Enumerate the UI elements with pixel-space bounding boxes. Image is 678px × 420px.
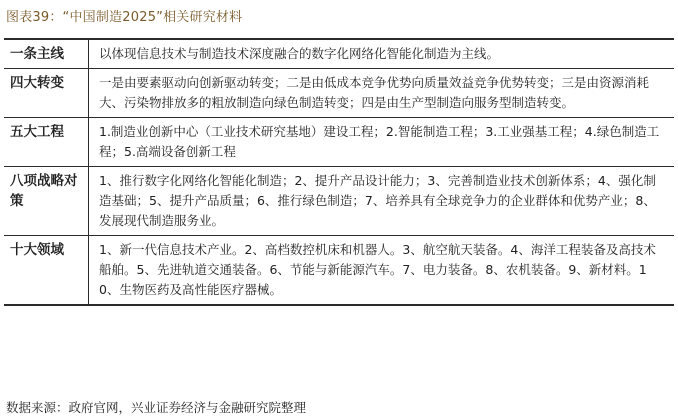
row-value: 以体现信息技术与制造技术深度融合的数字化网络化智能化制造为主线。 — [89, 40, 675, 69]
row-key: 五大工程 — [4, 118, 89, 167]
research-table — [4, 38, 674, 306]
row-key: 四大转变 — [4, 69, 89, 118]
table-row — [4, 236, 674, 305]
research-table-grid — [4, 40, 674, 304]
figure-title: 图表39：“中国制造2025”相关研究材料 — [6, 10, 243, 25]
row-key: 一条主线 — [4, 40, 89, 69]
row-key: 八项战略对策 — [4, 167, 89, 236]
table-row — [4, 69, 674, 118]
row-key: 十大领域 — [4, 236, 89, 305]
row-value: 1、新一代信息技术产业。2、高档数控机床和机器人。3、航空航天装备。4、海洋工程装备及高技术船舶。5、先进轨道交通装备。6、节能与新能源汽车。7、电力装备。8、农机装备。9、新材料。10、生物医药及高性能医疗器械。 — [99, 242, 656, 297]
row-value: 1、推行数字化网络化智能化制造；2、提升产品设计能力；3、完善制造业技术创新体系；4、强化制造基础；5、提升产品质量；6、推行绿色制造；7、培养具有全球竞争力的企业群体和优势产业；8、发展现代制造服务业。 — [89, 167, 675, 236]
row-value: 一是由要素驱动向创新驱动转变；二是由低成本竞争优势向质量效益竞争优势转变；三是由资源消耗大、污染物排放多的粗放制造向绿色制造转变；四是由生产型制造向服务型制造转变。 — [89, 69, 675, 118]
table-row — [4, 167, 674, 236]
row-value: 1.制造业创新中心（工业技术研究基地）建设工程；2.智能制造工程；3.工业强基工程；4.绿色制造工程；5.高端设备创新工程 — [89, 118, 675, 167]
table-row — [4, 118, 674, 167]
table-row — [4, 40, 674, 69]
source-note: 数据来源：政府官网，兴业证券经济与金融研究院整理 — [6, 400, 307, 415]
